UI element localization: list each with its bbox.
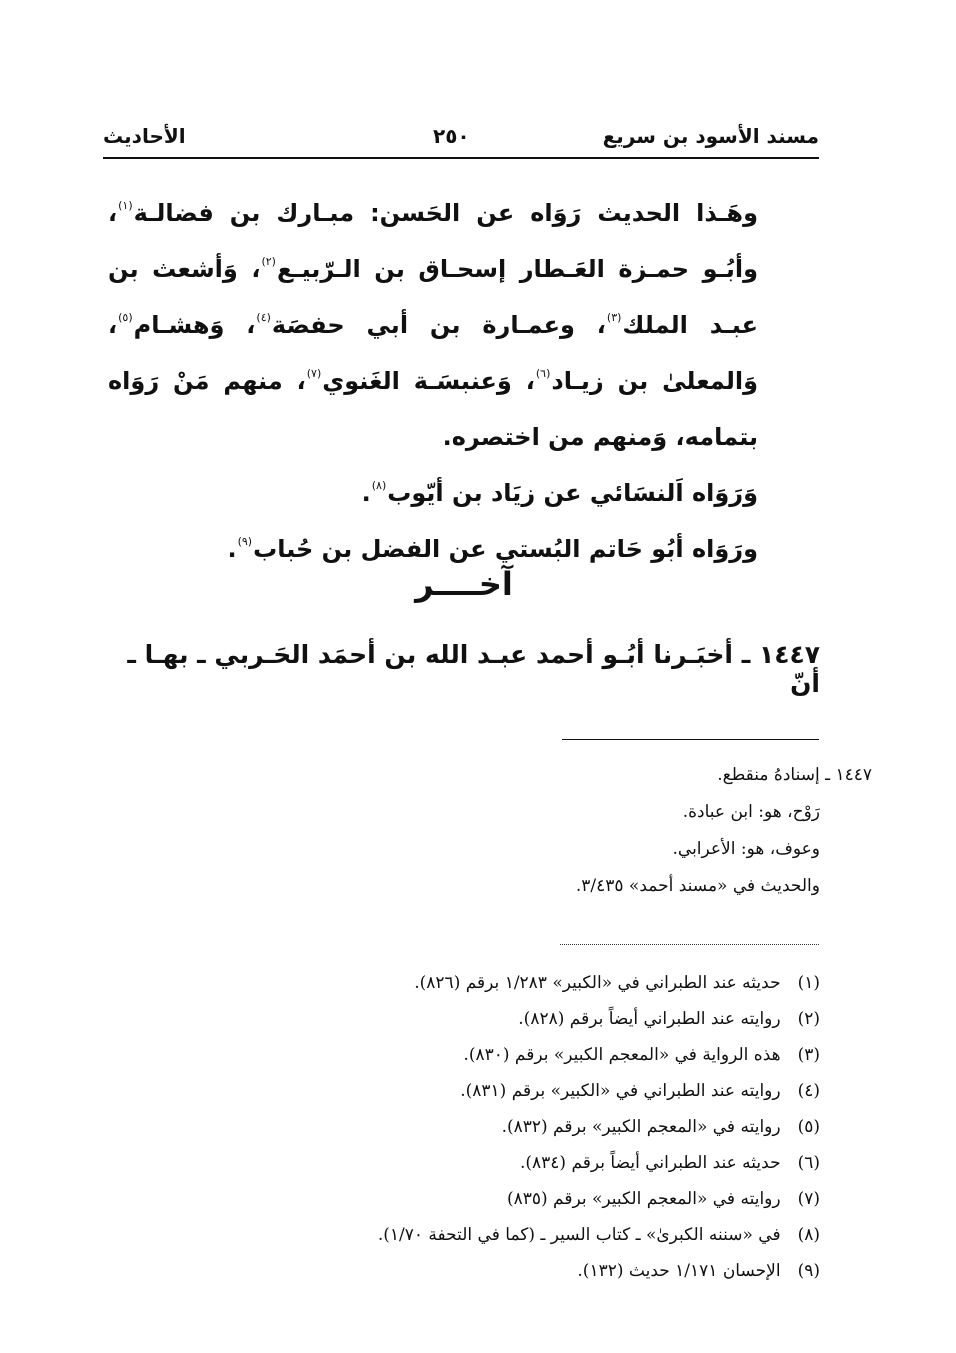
footnote-item	[200, 1253, 820, 1289]
footnote-marker[interactable]: (٦)	[535, 367, 551, 380]
footnote-item	[200, 1001, 820, 1037]
text-segment: ، وأبُـو حمـزة العَـطار إسحـاق بن الـرّبيـع	[108, 199, 758, 283]
footnote-text: حديثه عند الطبراني أيضاً برقم (٨٣٤).	[519, 1153, 786, 1173]
page-number: ٢٥٠	[433, 124, 470, 148]
hadith-opening-line: ١٤٤٧ ـ أخبَـرنا أبُـو أحمد عبـد الله بن أحمَد الحَـربي ـ بهـا ـ أنّ	[127, 640, 820, 698]
note-line: والحديث في «مسند أحمد» ٣/٤٣٥.	[575, 876, 820, 896]
footnote-marker[interactable]: (٤)	[256, 311, 271, 324]
footnote-text: الإحسان ١/١٧١ حديث (١٣٢).	[577, 1261, 786, 1281]
footnotes-rule	[560, 944, 819, 945]
footnote-number: (٤)	[797, 1081, 820, 1101]
footnote-item	[200, 1073, 820, 1109]
footnote-number: (٩)	[797, 1261, 820, 1281]
paragraph-nasai	[108, 465, 820, 521]
footnote-marker[interactable]: (٣)	[606, 311, 622, 324]
section-title: آخــــر	[415, 565, 513, 603]
footnote-item	[200, 1037, 820, 1073]
running-header	[103, 118, 819, 154]
footnote-marker[interactable]: (٢)	[261, 255, 276, 268]
note-line: وعوف، هو: الأعرابي.	[672, 839, 820, 859]
footnote-marker[interactable]: (١)	[118, 199, 133, 212]
footnote-item	[200, 1181, 820, 1217]
book-title: مسند الأسود بن سريع	[602, 124, 819, 148]
text-segment: ، وَعنبسَـة الغَنوي	[322, 367, 535, 395]
text-segment: .	[227, 535, 237, 563]
footnote-text: روايته في «المعجم الكبير» برقم (٨٣٢).	[501, 1117, 786, 1137]
text-segment: ، وَالمعلىٰ بن زيـاد	[108, 311, 759, 395]
text-segment: وَرَوَاه اَلنسَائي عن زيَاد بن أيّوب	[387, 479, 758, 507]
footnote-text: حديثه عند الطبراني في «الكبير» ١/٢٨٣ برقم (٨٢٦).	[414, 973, 786, 993]
main-text	[108, 185, 820, 577]
footnote-marker[interactable]: (٧)	[306, 367, 322, 380]
header-rule	[103, 157, 819, 159]
text-segment: ، وَأشعث بن عبـد الملك	[108, 255, 758, 339]
footnote-number: (٢)	[797, 1009, 820, 1029]
text-segment: ، وَهشـام	[133, 311, 256, 339]
text-segment: وهَـذا الحديث رَوَاه عن الحَسن: مبـارك بن فضالـة	[133, 199, 758, 227]
footnote-text: روايته في «المعجم الكبير» برقم (٨٣٥)	[506, 1189, 786, 1209]
footnote-item	[200, 1145, 820, 1181]
footnote-number: (٥)	[797, 1117, 820, 1137]
footnote-number: (٣)	[797, 1045, 820, 1065]
footnote-text: روايته عند الطبراني أيضاً برقم (٨٢٨).	[518, 1009, 786, 1029]
notes-rule	[562, 739, 819, 740]
text-segment: ، وعمـارة بن أبي حفصَة	[271, 311, 606, 339]
footnote-marker[interactable]: (٥)	[118, 311, 133, 324]
footnote-number: (٨)	[797, 1225, 820, 1245]
note-line: ١٤٤٧ ـ إسنادهُ منقطع.	[717, 765, 872, 785]
footnote-item	[200, 965, 820, 1001]
footnote-item	[200, 1109, 820, 1145]
footnote-item	[200, 1217, 820, 1253]
text-segment: ورَوَاه أبُو حَاتم البُستي عن الفضل بن حُباب	[253, 535, 758, 563]
footnote-number: (٧)	[797, 1189, 820, 1209]
footnote-marker[interactable]: (٩)	[237, 535, 253, 548]
commentary-notes	[400, 757, 872, 905]
section-heading: الأحاديث	[103, 124, 186, 148]
footnote-text: في «سننه الكبرىٰ» ـ كتاب السير ـ (كما في التحفة ١/٧٠).	[377, 1225, 786, 1245]
text-segment: ، منهم مَنْ رَوَاه بتمامه، وَمنهم من اختصره.	[108, 367, 758, 451]
note-line: رَوْح، هو: ابن عبادة.	[682, 802, 820, 822]
footnotes	[200, 965, 820, 1289]
footnote-text: روايته عند الطبراني في «الكبير» برقم (٨٣١).	[460, 1081, 786, 1101]
paragraph-narrators	[108, 185, 820, 465]
footnote-text: هذه الرواية في «المعجم الكبير» برقم (٨٣٠).	[463, 1045, 786, 1065]
footnote-marker[interactable]: (٨)	[371, 479, 387, 492]
text-segment: .	[361, 479, 371, 507]
footnote-number: (١)	[797, 973, 820, 993]
footnote-number: (٦)	[797, 1153, 820, 1173]
